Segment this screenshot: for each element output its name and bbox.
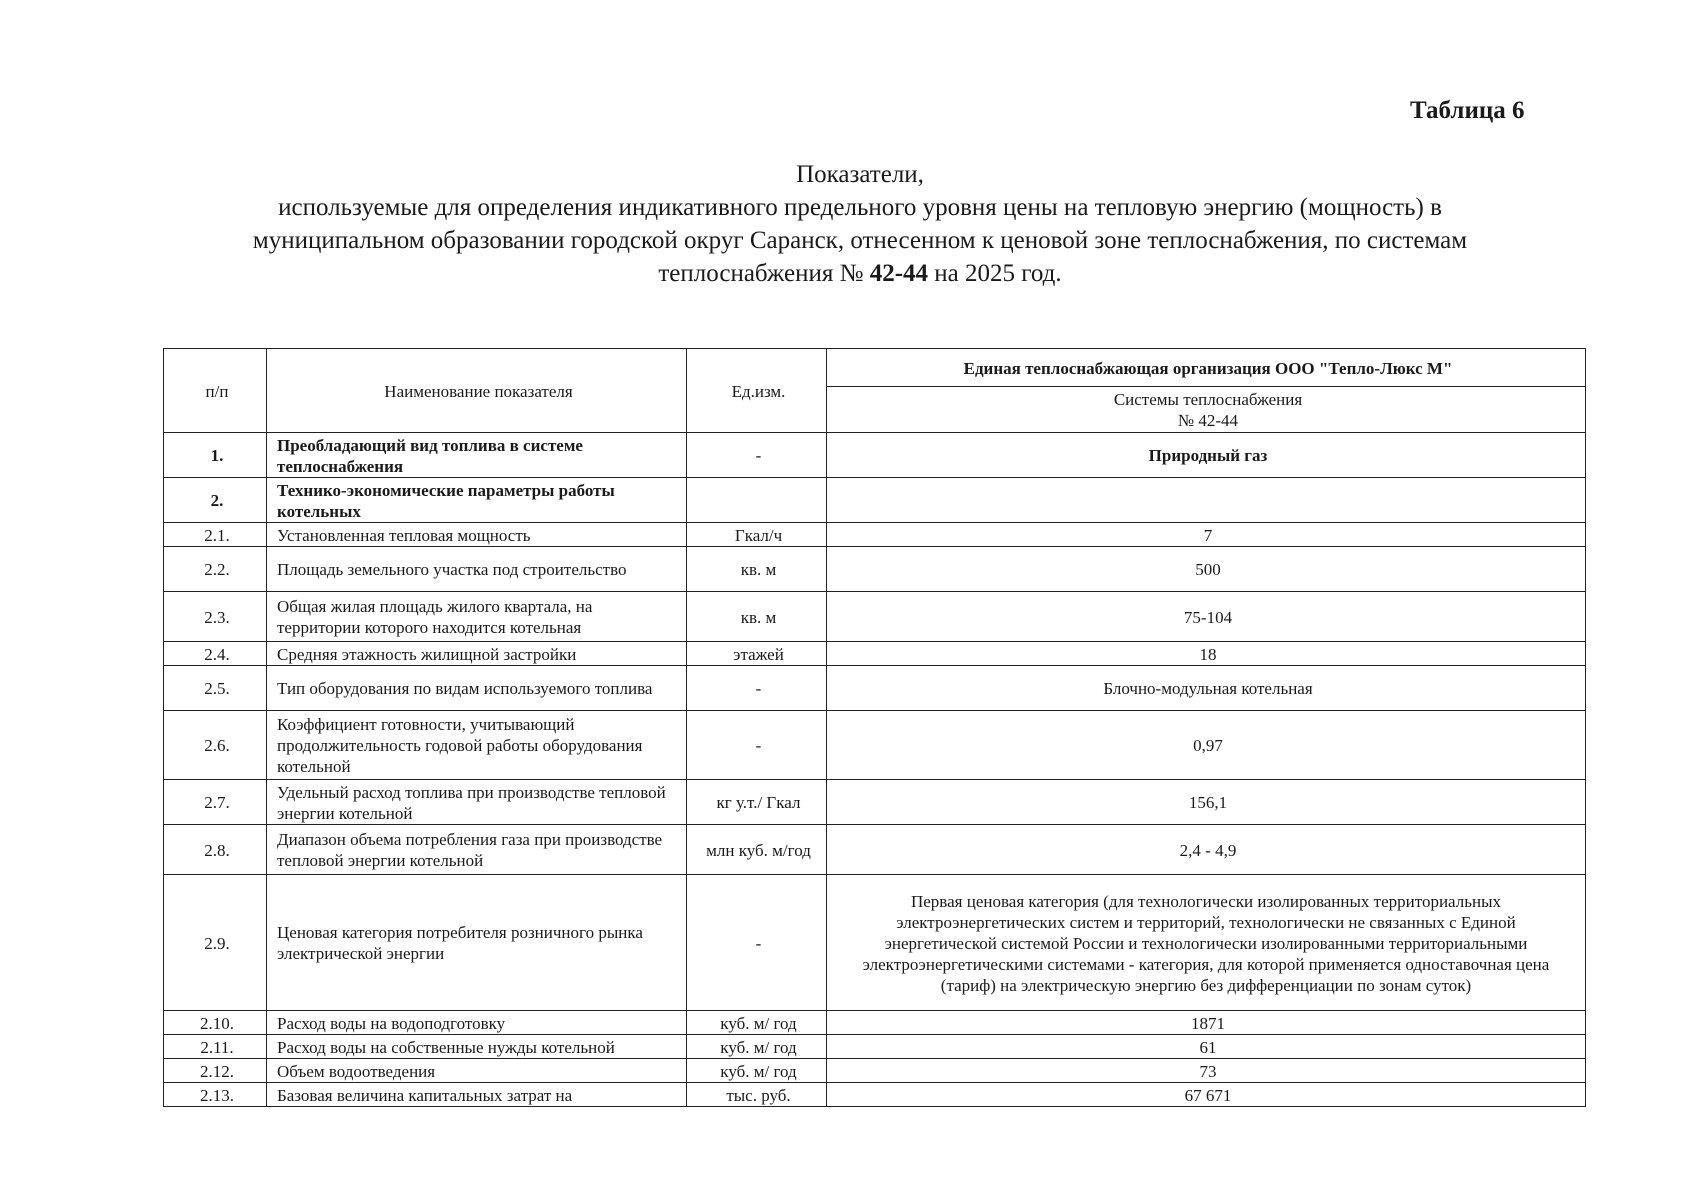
table-row (164, 1059, 1586, 1083)
row-number: 2.7. (164, 780, 267, 825)
row-indicator-name: Расход воды на собственные нужды котельной (267, 1035, 687, 1059)
header-unit: Ед.изм. (687, 349, 827, 433)
row-unit (687, 478, 827, 523)
heading-line-4 (190, 257, 1530, 290)
table-row (164, 825, 1586, 875)
header-organization: Единая теплоснабжающая организация ООО "Тепло-Люкс М" (827, 349, 1586, 387)
row-value: 500 (827, 547, 1586, 592)
header-systems-line-1: Системы теплоснабжения (1113, 390, 1303, 409)
row-indicator-name: Площадь земельного участка под строительство (267, 547, 687, 592)
row-indicator-name: Расход воды на водоподготовку (267, 1011, 687, 1035)
row-value: 156,1 (827, 780, 1586, 825)
table-row (164, 666, 1586, 711)
row-number: 2.12. (164, 1059, 267, 1083)
row-indicator-name: Установленная тепловая мощность (267, 523, 687, 547)
row-unit: - (687, 666, 827, 711)
row-number: 2.9. (164, 875, 267, 1011)
row-unit: - (687, 875, 827, 1011)
row-number: 2.8. (164, 825, 267, 875)
heading-system-numbers: 42-44 (869, 260, 929, 287)
row-number: 2.5. (164, 666, 267, 711)
indicators-table (163, 348, 1586, 1107)
row-value: 18 (827, 642, 1586, 666)
row-indicator-name: Тип оборудования по видам используемого топлива (267, 666, 687, 711)
row-indicator-name: Ценовая категория потребителя розничного рынка электрической энергии (267, 875, 687, 1011)
row-number: 2. (164, 478, 267, 523)
table-row (164, 547, 1586, 592)
row-unit: - (687, 711, 827, 780)
table-row (164, 1035, 1586, 1059)
heading-line-4-suffix: на 2025 год. (928, 260, 1062, 287)
table-row (164, 875, 1586, 1011)
row-unit: кв. м (687, 547, 827, 592)
row-value: 2,4 - 4,9 (827, 825, 1586, 875)
heading-line-2: используемые для определения индикативного предельного уровня цены на тепловую энергию (мощность) в (278, 194, 1442, 221)
row-indicator-name: Технико-экономические параметры работы котельных (267, 478, 687, 523)
header-systems-line-2: № 42-44 (1177, 411, 1239, 430)
row-value: Природный газ (827, 433, 1586, 478)
row-number: 2.1. (164, 523, 267, 547)
row-indicator-name: Коэффициент готовности, учитывающий продолжительность годовой работы оборудования котельной (267, 711, 687, 780)
table-row (164, 523, 1586, 547)
row-unit: куб. м/ год (687, 1035, 827, 1059)
row-number: 2.10. (164, 1011, 267, 1035)
table-row (164, 642, 1586, 666)
table-row (164, 780, 1586, 825)
row-number: 2.11. (164, 1035, 267, 1059)
heading-line-1: Показатели, (796, 161, 924, 188)
row-number: 2.13. (164, 1083, 267, 1107)
row-unit: тыс. руб. (687, 1083, 827, 1107)
row-value: 1871 (827, 1011, 1586, 1035)
table-row (164, 1011, 1586, 1035)
row-indicator-name: Удельный расход топлива при производстве тепловой энергии котельной (267, 780, 687, 825)
row-value: 61 (827, 1035, 1586, 1059)
row-unit: - (687, 433, 827, 478)
row-value: 0,97 (827, 711, 1586, 780)
row-unit: кв. м (687, 592, 827, 642)
table-row (164, 478, 1586, 523)
table-row (164, 592, 1586, 642)
row-value: 73 (827, 1059, 1586, 1083)
row-unit: этажей (687, 642, 827, 666)
row-value (827, 478, 1586, 523)
heading-line-3: муниципальном образовании городской округ Саранск, отнесенном к ценовой зоне теплоснабжения, по системам (252, 227, 1468, 254)
row-indicator-name: Диапазон объема потребления газа при производстве тепловой энергии котельной (267, 825, 687, 875)
row-unit: куб. м/ год (687, 1011, 827, 1035)
table-header-row (164, 349, 1586, 387)
heading-line-4-prefix: теплоснабжения № (658, 260, 870, 287)
header-systems (827, 387, 1586, 433)
row-number: 1. (164, 433, 267, 478)
row-indicator-name: Преобладающий вид топлива в системе теплоснабжения (267, 433, 687, 478)
row-value: 75-104 (827, 592, 1586, 642)
row-unit: кг у.т./ Гкал (687, 780, 827, 825)
row-unit: куб. м/ год (687, 1059, 827, 1083)
header-number: п/п (164, 349, 267, 433)
row-number: 2.4. (164, 642, 267, 666)
row-indicator-name: Общая жилая площадь жилого квартала, на территории которого находится котельная (267, 592, 687, 642)
table-number-label: Таблица 6 (1410, 97, 1525, 124)
table-row (164, 711, 1586, 780)
row-indicator-name: Базовая величина капитальных затрат на (267, 1083, 687, 1107)
table-row (164, 1083, 1586, 1107)
row-indicator-name: Объем водоотведения (267, 1059, 687, 1083)
row-indicator-name: Средняя этажность жилищной застройки (267, 642, 687, 666)
document-heading (190, 158, 1530, 290)
row-number: 2.6. (164, 711, 267, 780)
row-value: Блочно-модульная котельная (827, 666, 1586, 711)
table-row (164, 433, 1586, 478)
row-unit: Гкал/ч (687, 523, 827, 547)
row-value: Первая ценовая категория (для технологически изолированных территориальных электроэнергетических систем и территорий, технологически не связанных с Единой энергетической системой России и технологически изолированными территориальными электроэнергетическими системами - категория, для которой применяется одноставочная цена (тариф) на электрическую энергию без дифференциации по зонам суток) (827, 875, 1586, 1011)
row-unit: млн куб. м/год (687, 825, 827, 875)
row-number: 2.2. (164, 547, 267, 592)
row-value: 7 (827, 523, 1586, 547)
header-indicator-name: Наименование показателя (267, 349, 687, 433)
row-value: 67 671 (827, 1083, 1586, 1107)
row-number: 2.3. (164, 592, 267, 642)
